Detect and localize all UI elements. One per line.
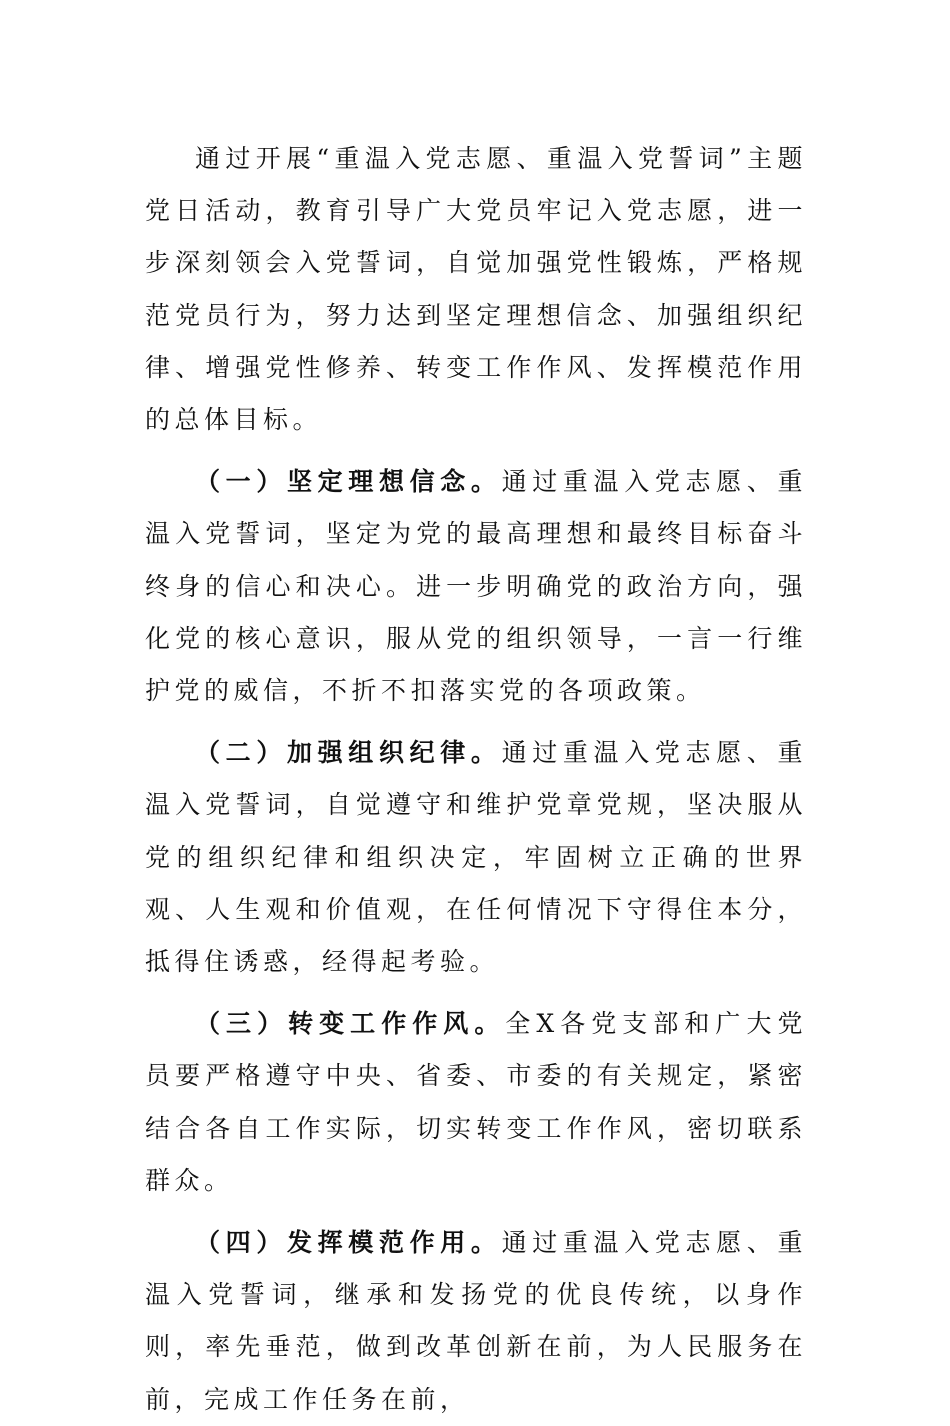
document-body (145, 133, 807, 1426)
section-3-body: 全X各党支部和广大党员要严格遵守中央、省委、市委的有关规定，紧密结合各自工作实际，切实转变工作作风，密切联系群众。 (145, 1009, 807, 1195)
section-2-body: 通过重温入党志愿、重温入党誓词，自觉遵守和维护党章党规，坚决服从党的组织纪律和组织决定，牢固树立正确的世界观、人生观和价值观，在任何情况下守得住本分，抵得住诱惑，经得起考验。 (145, 738, 807, 977)
section-1-heading: （一）坚定理想信念。 (195, 467, 502, 497)
section-4-paragraph (145, 1217, 807, 1426)
intro-paragraph: 通过开展“重温入党志愿、重温入党誓词”主题党日活动，教育引导广大党员牢记入党志愿，进一步深刻领会入党誓词，自觉加强党性锻炼，严格规范党员行为，努力达到坚定理想信念、加强组织纪律、增强党性修养、转变工作作风、发挥模范作用的总体目标。 (145, 144, 807, 435)
section-4-body: 通过重温入党志愿、重温入党誓词，继承和发扬党的优良传统，以身作则，率先垂范，做到改革创新在前，为人民服务在前，完成工作任务在前， (145, 1228, 807, 1414)
section-3-paragraph (145, 998, 807, 1207)
section-2-paragraph (145, 727, 807, 988)
section-4-heading: （四）发挥模范作用。 (195, 1228, 502, 1258)
section-1-paragraph (145, 456, 807, 717)
section-3-heading: （三）转变工作作风。 (195, 1009, 506, 1039)
section-1-body: 通过重温入党志愿、重温入党誓词，坚定为党的最高理想和最终目标奋斗终身的信心和决心。进一步明确党的政治方向，强化党的核心意识，服从党的组织领导，一言一行维护党的威信，不折不扣落实党的各项政策。 (145, 467, 807, 706)
section-2-heading: （二）加强组织纪律。 (195, 738, 502, 768)
